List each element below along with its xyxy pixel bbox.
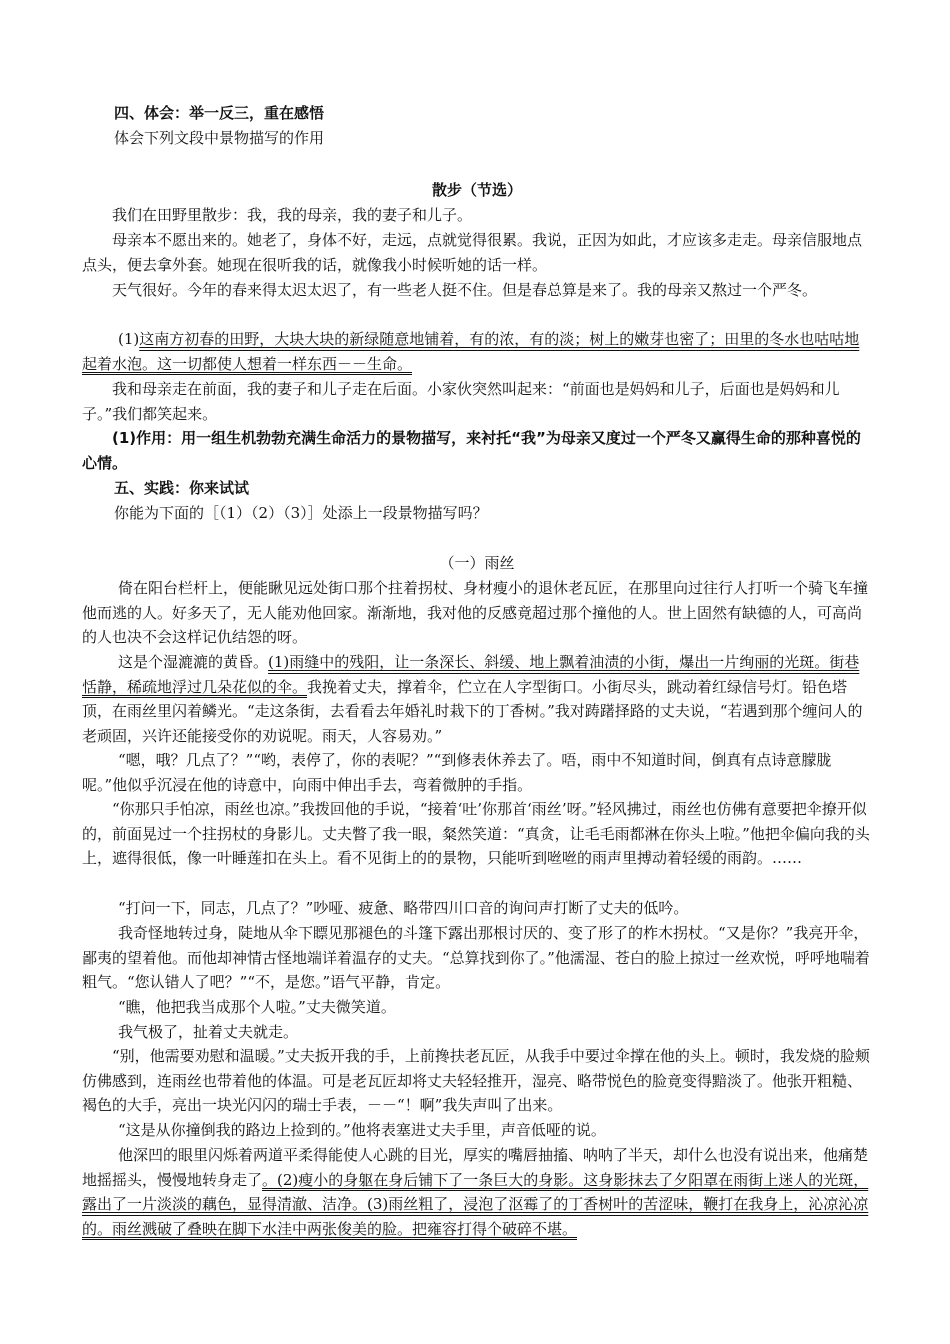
yusi-paragraph-10: “这是从你撞倒我的路边上捡到的。”他将表塞进丈夫手里，声音低哑的说。 [118, 1121, 606, 1139]
sanbu-paragraph-5: 我和母亲走在前面，我的妻子和儿子走在后面。小家伙突然叫起来：“前面也是妈妈和儿子，后面也是妈妈和儿子。”我们都笑起来。 [82, 380, 840, 423]
sanbu-paragraph-1: 我们在田野里散步：我，我的母亲，我的妻子和儿子。 [112, 206, 473, 224]
yusi-paragraph-6: 我奇怪地转过身，陡地从伞下瞟见那褪色的斗篷下露出那根讨厌的、变了形了的柞木拐杖。“又是你？”我亮开伞，鄙夷的望着他。而他却神情古怪地端详着温存的丈夫。“总算找到你了。”他濡湿、苍白的脸上掠过一丝欢悦，呼呼地喘着粗气。“您认错人了吧？”“不，是您。”语气平静，肯定。 [82, 924, 870, 991]
sanbu-marker-1: (1) [118, 330, 140, 348]
section5-instruction: 你能为下面的［（1）（2）（3）］处添上一段景物描写吗？ [114, 504, 488, 522]
section5-heading: 五、实践：你来试试 [114, 479, 250, 497]
yusi-paragraph-4: “你那只手怕凉，雨丝也凉。”我拨回他的手说，“接着‘吐’你那首‘雨丝’呀。”轻风拂过，雨丝也仿佛有意要把伞撩开似的，前面晃过一个拄拐杖的身影儿。丈夫瞥了我一眼，粲然笑道：“真贪，让毛毛雨都淋在你头上啦。”他把伞偏向我的头上，遮得很低，像一叶睡莲扣在头上。看不见街上的的景物，只能听到咝咝的雨声里搏动着轻缓的雨韵。…… [82, 800, 870, 867]
section4-heading: 四、体会：举一反三，重在感悟 [114, 104, 325, 122]
yusi-paragraph-5: “打问一下，同志，几点了？”吵哑、疲惫、略带四川口音的询问声打断了丈夫的低吟。 [118, 899, 689, 917]
yusi-paragraph-2 [82, 650, 872, 748]
yusi-scenery-2-3-underlined: 。(2)瘦小的身躯在身后铺下了一条巨大的身影。这身影抹去了夕阳罩在雨街上迷人的光斑，露出了一片淡淡的藕色，显得清澈、洁净。(3)雨丝粗了，浸泡了沤霉了的丁香树叶的苦涩味，鞭打在我身上，沁凉沁凉的。雨丝溅破了叠映在脚下水洼中两张俊美的脸。把雍容打得个破碎不堪。 [82, 1170, 869, 1238]
yusi-title: （一）雨丝 [439, 554, 515, 572]
yusi-paragraph-11 [82, 1143, 872, 1241]
sanbu-paragraph-3: 天气很好。今年的春来得太迟太迟了，有一些老人挺不住。但是春总算是来了。我的母亲又熬过一个严冬。 [112, 281, 818, 299]
sanbu-scenery-underlined: 这南方初春的田野，大块大块的新绿随意地铺着，有的浓，有的淡；树上的嫩芽也密了；田里的冬水也咕咕地起着水泡。这一切都使人想着一样东西－－生命。 [82, 330, 860, 373]
sanbu-paragraph-2: 母亲本不愿出来的。她老了，身体不好，走远，点就觉得很累。我说，正因为如此，才应该多走走。母亲信服地点点头，便去拿外套。她现在很听我的话，就像我小时候听她的话一样。 [82, 231, 863, 274]
yusi-p2-rest: 我挽着丈夫，撑着伞，伫立在人字型街口。小街尽头，跳动着红绿信号灯。铅色塔顶，在雨丝里闪着鳞光。“走这条街，去看看去年婚礼时栽下的丁香树。”我对踌躇择路的丈夫说，“若遇到那个缠问人的老顽固，兴许还能接受你的劝说呢。雨天，人容易劝。” [82, 677, 863, 745]
sanbu-answer: (1)作用：用一组生机勃勃充满生命活力的景物描写，来衬托“我”为母亲又度过一个严冬又赢得生命的那种喜悦的心情。 [82, 429, 861, 472]
yusi-paragraph-9: “别，他需要劝慰和温暖。”丈夫扳开我的手，上前搀扶老瓦匠，从我手中要过伞撑在他的头上。顿时，我发烧的脸颊仿佛感到，连雨丝也带着他的体温。可是老瓦匠却将丈夫轻轻推开，湿亮、略带悦色的脸竟变得黯淡了。他张开粗糙、褐色的大手，亮出一块光闪闪的瑞士手表，－－“！啊”我失声叫了出来。 [82, 1047, 870, 1114]
yusi-paragraph-8: 我气极了，扯着丈夫就走。 [118, 1023, 299, 1041]
yusi-p11-lead: 他深凹的眼里闪烁着两道平柔得能使人心跳的目光，厚实的嘴唇抽搐、呐呐了半天，却什么也没有说出来，他痛楚地摇摇头，慢慢地转身走了 [82, 1146, 869, 1189]
section4-instruction: 体会下列文段中景物描写的作用 [114, 129, 325, 147]
yusi-scenery-1-underlined: (1)雨缝中的残阳，让一条深长、斜缓、地上飘着油渍的小街，爆出一片绚丽的光斑。街巷恬静，稀疏地浮过几朵花似的伞。 [82, 653, 860, 696]
yusi-paragraph-7: “瞧，他把我当成那个人啦。”丈夫微笑道。 [118, 998, 396, 1016]
yusi-p2-lead: 这是个湿漉漉的黄昏。 [118, 653, 269, 671]
yusi-paragraph-1: 倚在阳台栏杆上，便能瞅见远处街口那个拄着拐杖、身材瘦小的退休老瓦匠，在那里向过往行人打听一个骑飞车撞他而逃的人。好多天了，无人能劝他回家。渐渐地，我对他的反感竟超过那个撞他的人。世上固然有缺德的人，可高尚的人也决不会这样记仇结怨的呀。 [82, 579, 869, 646]
yusi-paragraph-3: “嗯，哦？几点了？”“哟，表停了，你的表呢？”“到修表休养去了。唔，雨中不知道时间，倒真有点诗意朦胧呢。”他似乎沉浸在他的诗意中，向雨中伸出手去，弯着微肿的手指。 [82, 751, 832, 794]
sanbu-paragraph-4 [82, 327, 872, 376]
sanbu-title: 散步（节选） [431, 181, 522, 199]
